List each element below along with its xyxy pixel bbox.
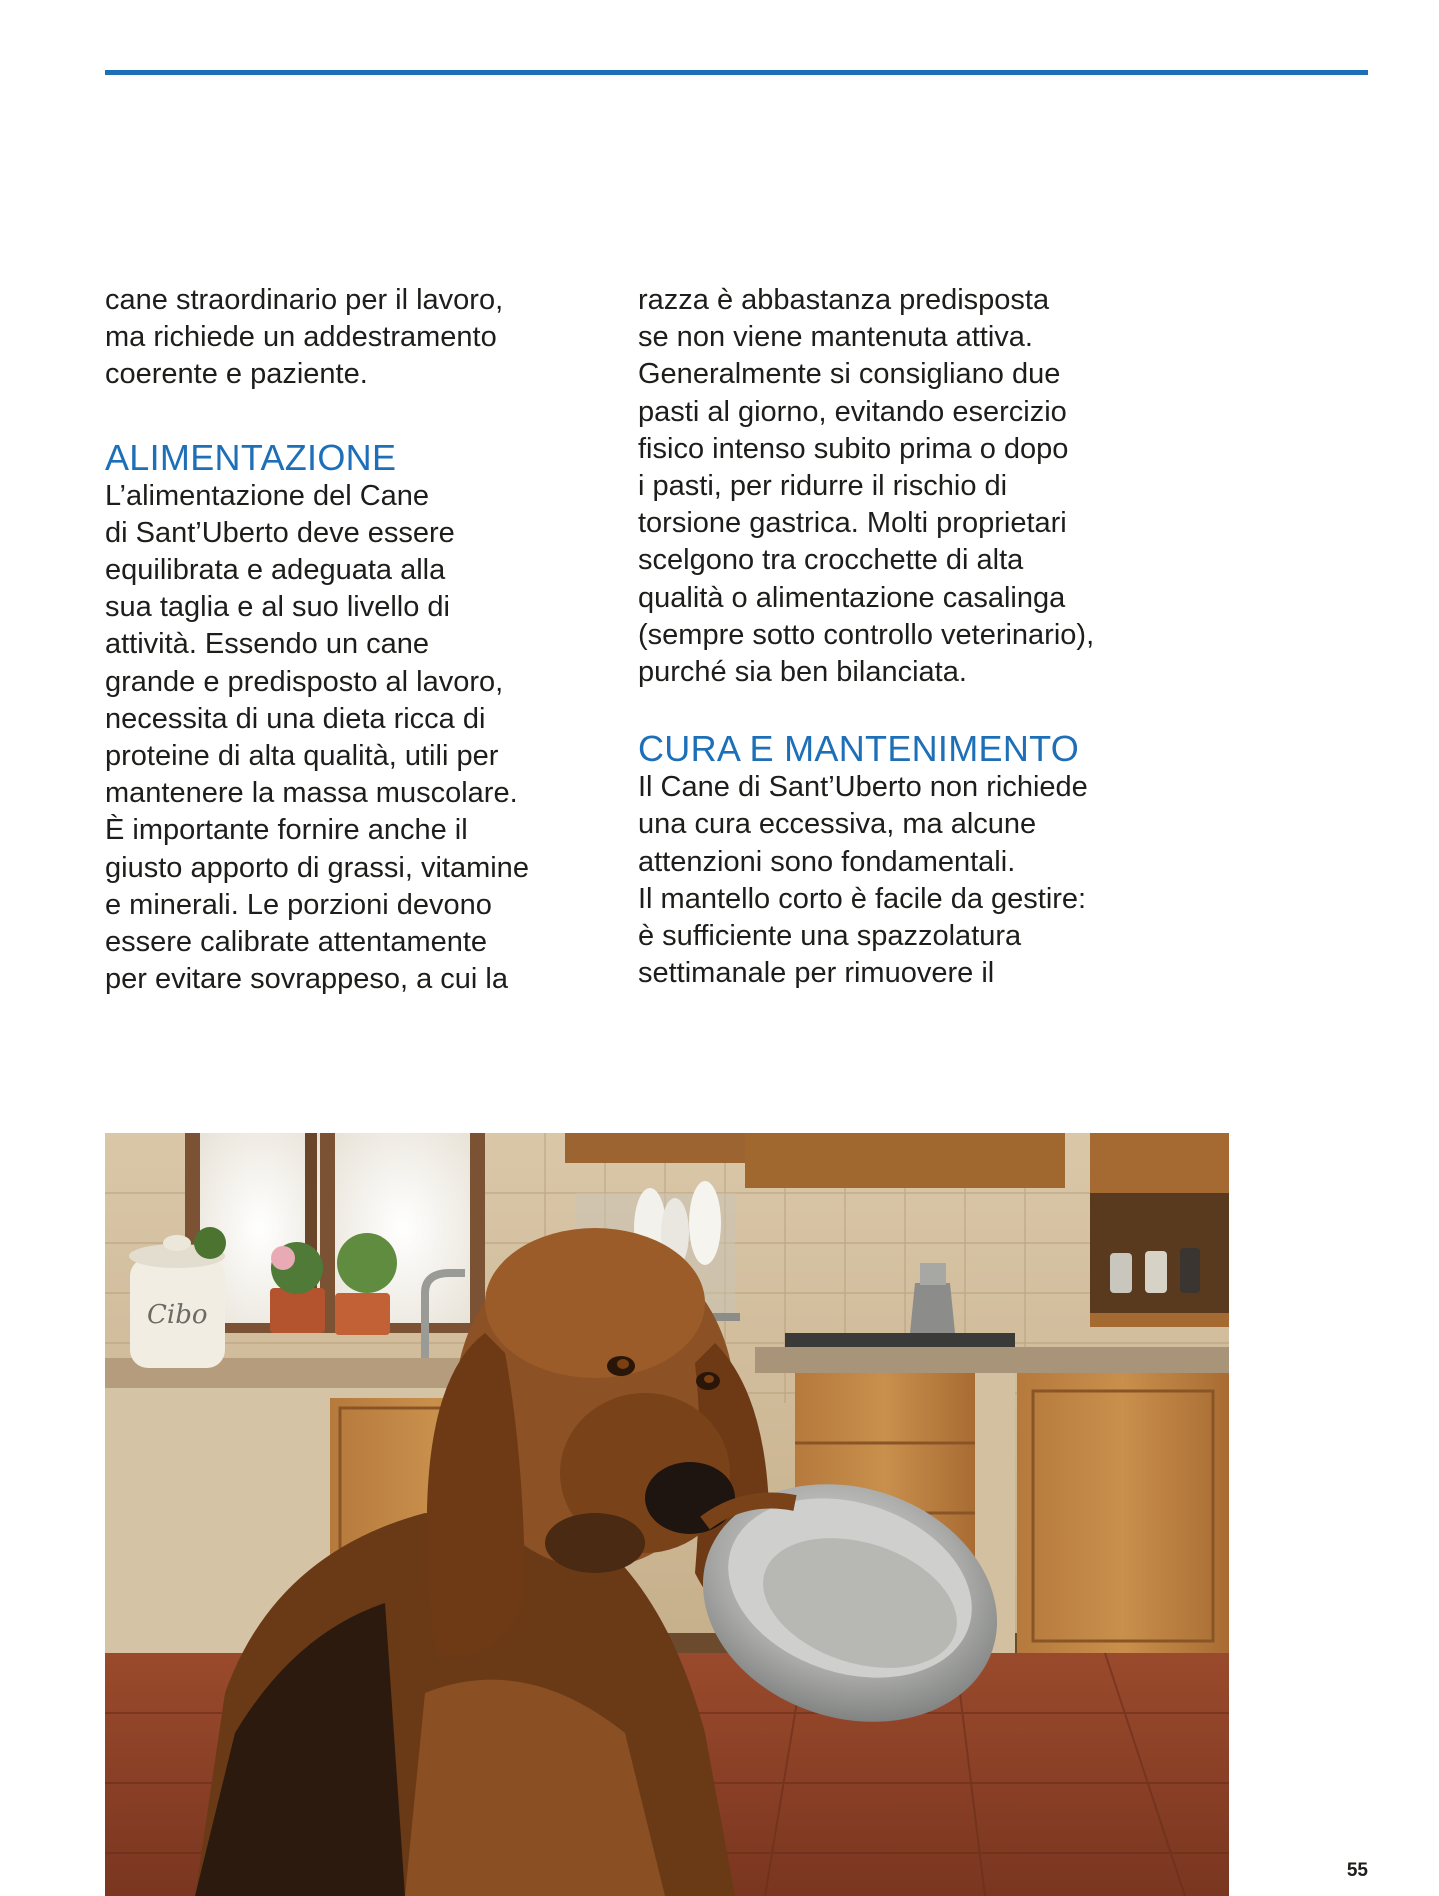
body-line: di Sant’Uberto deve essere [105, 516, 455, 549]
intro-line: pasti al giorno, evitando esercizio [638, 395, 1067, 428]
intro-line: Generalmente si consigliano due [638, 358, 1061, 391]
body-line: è sufficiente una spazzolatura [638, 920, 1022, 953]
body-line: sua taglia e al suo livello di [105, 591, 450, 624]
body-line: attenzioni sono fondamentali. [638, 845, 1016, 878]
body-line: È importante fornire anche il [105, 814, 468, 847]
intro-line: fisico intenso subito prima o dopo [638, 432, 1069, 465]
body-line: per evitare sovrappeso, a cui la [105, 963, 508, 996]
intro-line: purché sia ben bilanciata. [638, 656, 967, 689]
intro-line: scelgono tra crocchette di alta [638, 544, 1024, 577]
intro-line: se non viene mantenuta attiva. [638, 321, 1033, 354]
section-title-cura-e-mantenimento: CURA E MANTENIMENTO [638, 728, 1080, 770]
intro-line: torsione gastrica. Molti proprietari [638, 507, 1067, 540]
body-line: essere calibrate attentamente [105, 926, 488, 959]
jar-label: Cibo [147, 1300, 208, 1330]
bloodhound-kitchen-photo [105, 1133, 1229, 1896]
page-number: 55 [1346, 1860, 1368, 1881]
body-line: e minerali. Le porzioni devono [105, 888, 492, 921]
intro-line: coerente e paziente. [105, 358, 368, 391]
body-line: necessita di una dieta ricca di [105, 702, 486, 735]
body-line: proteine di alta qualità, utili per [105, 740, 499, 773]
intro-line: (sempre sotto controllo veterinario), [638, 618, 1095, 651]
left-column [105, 282, 575, 998]
body-line: mantenere la massa muscolare. [105, 777, 518, 810]
body-line: grande e predisposto al lavoro, [105, 665, 504, 698]
intro-line: razza è abbastanza predisposta [638, 284, 1050, 316]
intro-line: i pasti, per ridurre il rischio di [638, 470, 1008, 503]
right-column [638, 282, 1108, 992]
body-line: L’alimentazione del Cane [105, 479, 430, 512]
body-line: attività. Essendo un cane [105, 628, 430, 661]
section-title-alimentazione: ALIMENTAZIONE [105, 436, 397, 478]
intro-line: qualità o alimentazione casalinga [638, 581, 1066, 614]
header-rule [105, 70, 1368, 75]
body-line: Il mantello corto è facile da gestire: [638, 882, 1087, 915]
intro-line: ma richiede un addestramento [105, 321, 497, 354]
body-line: equilibrata e adeguata alla [105, 554, 446, 587]
intro-line: cane straordinario per il lavoro, [105, 284, 504, 316]
body-line: una cura eccessiva, ma alcune [638, 808, 1037, 841]
body-line: settimanale per rimuovere il [638, 957, 995, 990]
body-line: giusto apporto di grassi, vitamine [105, 851, 529, 884]
body-line: Il Cane di Sant’Uberto non richiede [638, 771, 1088, 804]
